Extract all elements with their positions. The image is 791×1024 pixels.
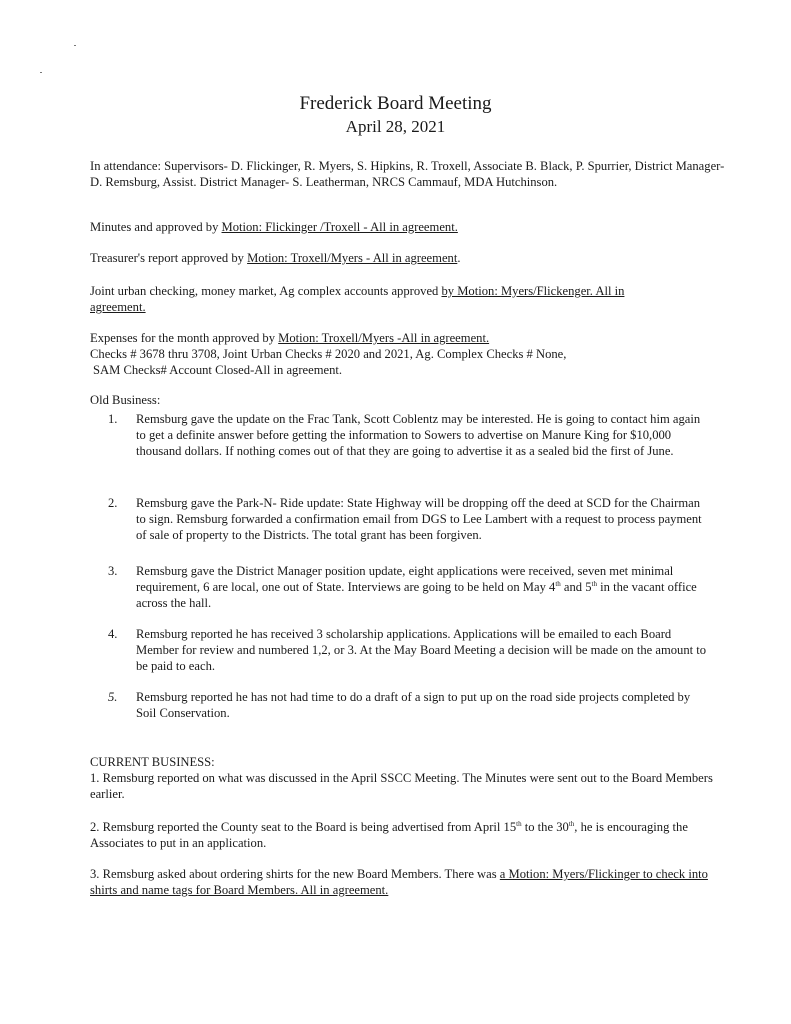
ordinal-suffix: th xyxy=(591,579,597,588)
joint-motion: by Motion: Myers/Flickenger. All in agreement. xyxy=(90,284,625,314)
old-business-item-3 xyxy=(108,563,708,611)
document-title: Frederick Board Meeting xyxy=(299,93,492,114)
item-text-part: , he is encouraging the Associates to put in an application. xyxy=(90,820,688,850)
item-number: 4. xyxy=(108,627,118,641)
item-text: Remsburg reported he has received 3 scholarship applications. Applications will be emailed to each Board Member for review and numbered 1,2, or 3. At the May Board Meeting a decision will be made on the amount to be paid to each. xyxy=(136,627,707,673)
item-text-part: Remsburg gave the District Manager position update, eight applications were received, seven met minimal requirement, 6 are local, one out of State. Interviews are going to be held on May 4 xyxy=(136,564,674,594)
item-text: Remsburg gave the Park-N- Ride update: State Highway will be dropping off the deed at SCD for the Chairman to sign. Remsburg forwarded a confirmation email from DGS to Lee Lambert with a request to process payment of sale of property to the Districts. The total grant has been forgiven. xyxy=(136,496,702,542)
item-number: 2. xyxy=(108,496,118,510)
current-business-item-3 xyxy=(90,866,730,898)
item-number: 3. xyxy=(108,564,118,578)
treasurer-paragraph xyxy=(90,250,730,266)
expenses-line xyxy=(90,330,730,346)
ordinal-suffix: th xyxy=(516,819,522,828)
treasurer-text: Treasurer's report approved by xyxy=(90,251,248,265)
checks-line-1: Checks # 3678 thru 3708, Joint Urban Checks # 2020 and 2021, Ag. Complex Checks # None, xyxy=(90,347,567,361)
old-business-heading: Old Business: xyxy=(90,393,161,407)
scan-speck xyxy=(40,72,42,73)
checks-line-2: SAM Checks# Account Closed-All in agreement. xyxy=(93,363,343,377)
minutes-motion: Motion: Flickinger /Troxell - All in agreement. xyxy=(221,220,458,234)
current-business-heading: CURRENT BUSINESS: xyxy=(90,755,215,769)
item3-motion: a Motion: Myers/Flickinger to check into shirts and name tags for Board Members. All in agreement. xyxy=(90,867,708,897)
scan-speck xyxy=(74,45,76,46)
item-text-part: to the 30 xyxy=(521,820,569,834)
treasurer-tail: . xyxy=(457,251,461,265)
joint-text: Joint urban checking, money market, Ag complex accounts approved xyxy=(90,284,442,298)
item-text xyxy=(136,563,708,611)
current-business-item-2 xyxy=(90,819,730,851)
item-text: Remsburg gave the update on the Frac Tank, Scott Coblentz may be interested. He is going to contact him again to get a definite answer before getting the information to Sowers to advertise on Manure King for $10,000 thousand dollars. If nothing comes out of that they are going to advertise it as a sealed bid the first of June. xyxy=(136,412,701,458)
expenses-text: Expenses for the month approved by xyxy=(90,331,279,345)
item-number: 1. xyxy=(108,412,118,426)
treasurer-motion: Motion: Troxell/Myers - All in agreement xyxy=(247,251,458,265)
old-business-item-1 xyxy=(108,411,708,459)
item-text-part: and 5 xyxy=(560,580,592,594)
item-text-part: in the vacant office across the hall. xyxy=(136,580,697,610)
ordinal-suffix: th xyxy=(568,819,575,828)
old-business-item-5 xyxy=(108,689,708,721)
minutes-text: Minutes and approved by xyxy=(90,220,222,234)
expenses-motion: Motion: Troxell/Myers -All in agreement. xyxy=(278,331,490,345)
minutes-paragraph xyxy=(90,219,730,235)
item-text: Remsburg reported he has not had time to do a draft of a sign to put up on the road side projects completed by Soil Conservation. xyxy=(136,690,691,720)
item-text-part: 3. Remsburg asked about ordering shirts for the new Board Members. There was xyxy=(90,867,500,881)
item-text-part: 2. Remsburg reported the County seat to the Board is being advertised from April 15 xyxy=(90,820,517,834)
attendance-paragraph: In attendance: Supervisors- D. Flickinger, R. Myers, S. Hipkins, R. Troxell, Associate B. Black, P. Spurrier, District Manager- D. Remsburg, Assist. District Manager- S. Leatherman, NRCS Cammauf, MDA Hutchinson. xyxy=(90,159,725,189)
expenses-paragraph xyxy=(90,330,730,378)
item-number: 5. xyxy=(108,690,118,704)
document-date: April 28, 2021 xyxy=(345,117,446,136)
old-business-item-2 xyxy=(108,495,708,543)
joint-paragraph xyxy=(90,283,670,315)
current-business-item-1: 1. Remsburg reported on what was discussed in the April SSCC Meeting. The Minutes were sent out to the Board Members earlier. xyxy=(90,771,713,801)
old-business-item-4 xyxy=(108,626,708,674)
ordinal-suffix: th xyxy=(555,579,561,588)
